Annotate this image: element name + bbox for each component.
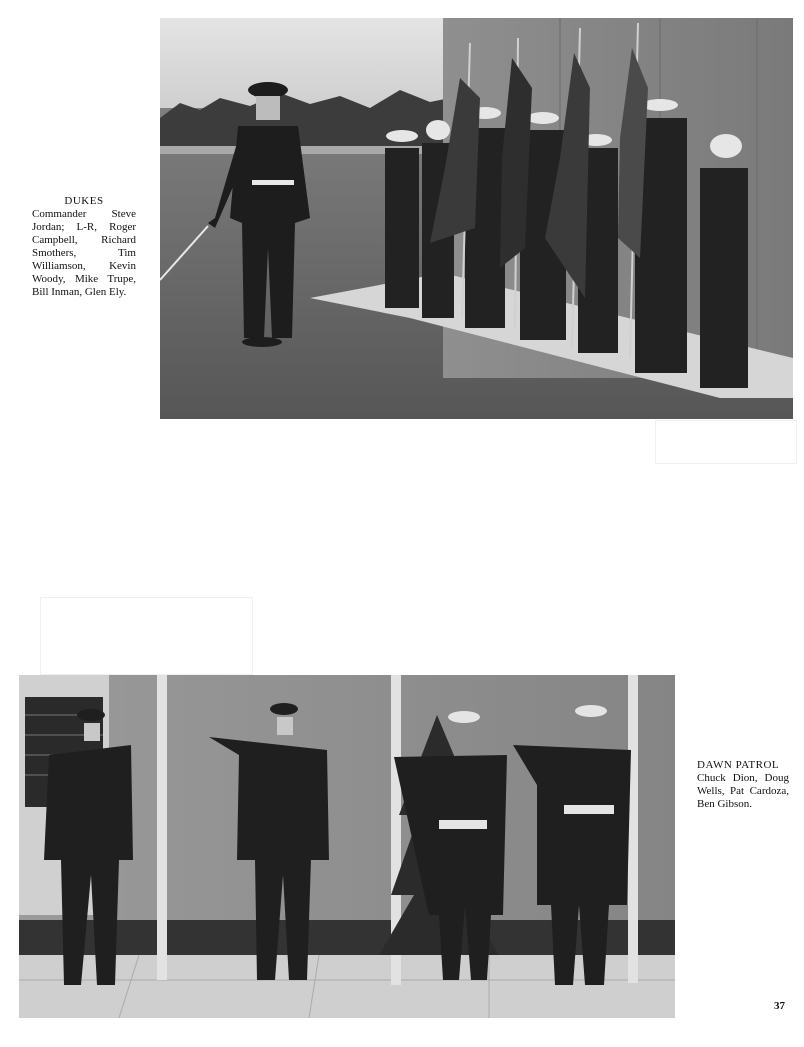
dukes-color-guard-photo [160,18,793,419]
dukes-caption-names: Commander Steve Jordan; L-R, Roger Campbell, Richard Smothers, Tim Williamson, Kevin Woody, Mike Trupe, Bill Inman, Glen Ely. [32,208,136,298]
dawn-patrol-photo [19,675,675,1018]
dawn-patrol-caption [697,759,789,811]
page-number: 37 [774,1000,785,1012]
dawn-patrol-caption-title: DAWN PATROL [697,759,780,771]
dawn-patrol-caption-names: Chuck Dion, Doug Wells, Pat Cardoza, Ben Gibson. [697,772,789,810]
dukes-caption [32,195,136,299]
dukes-caption-title: DUKES [64,195,104,207]
scan-artifact [655,420,797,464]
scan-artifact [40,597,253,675]
